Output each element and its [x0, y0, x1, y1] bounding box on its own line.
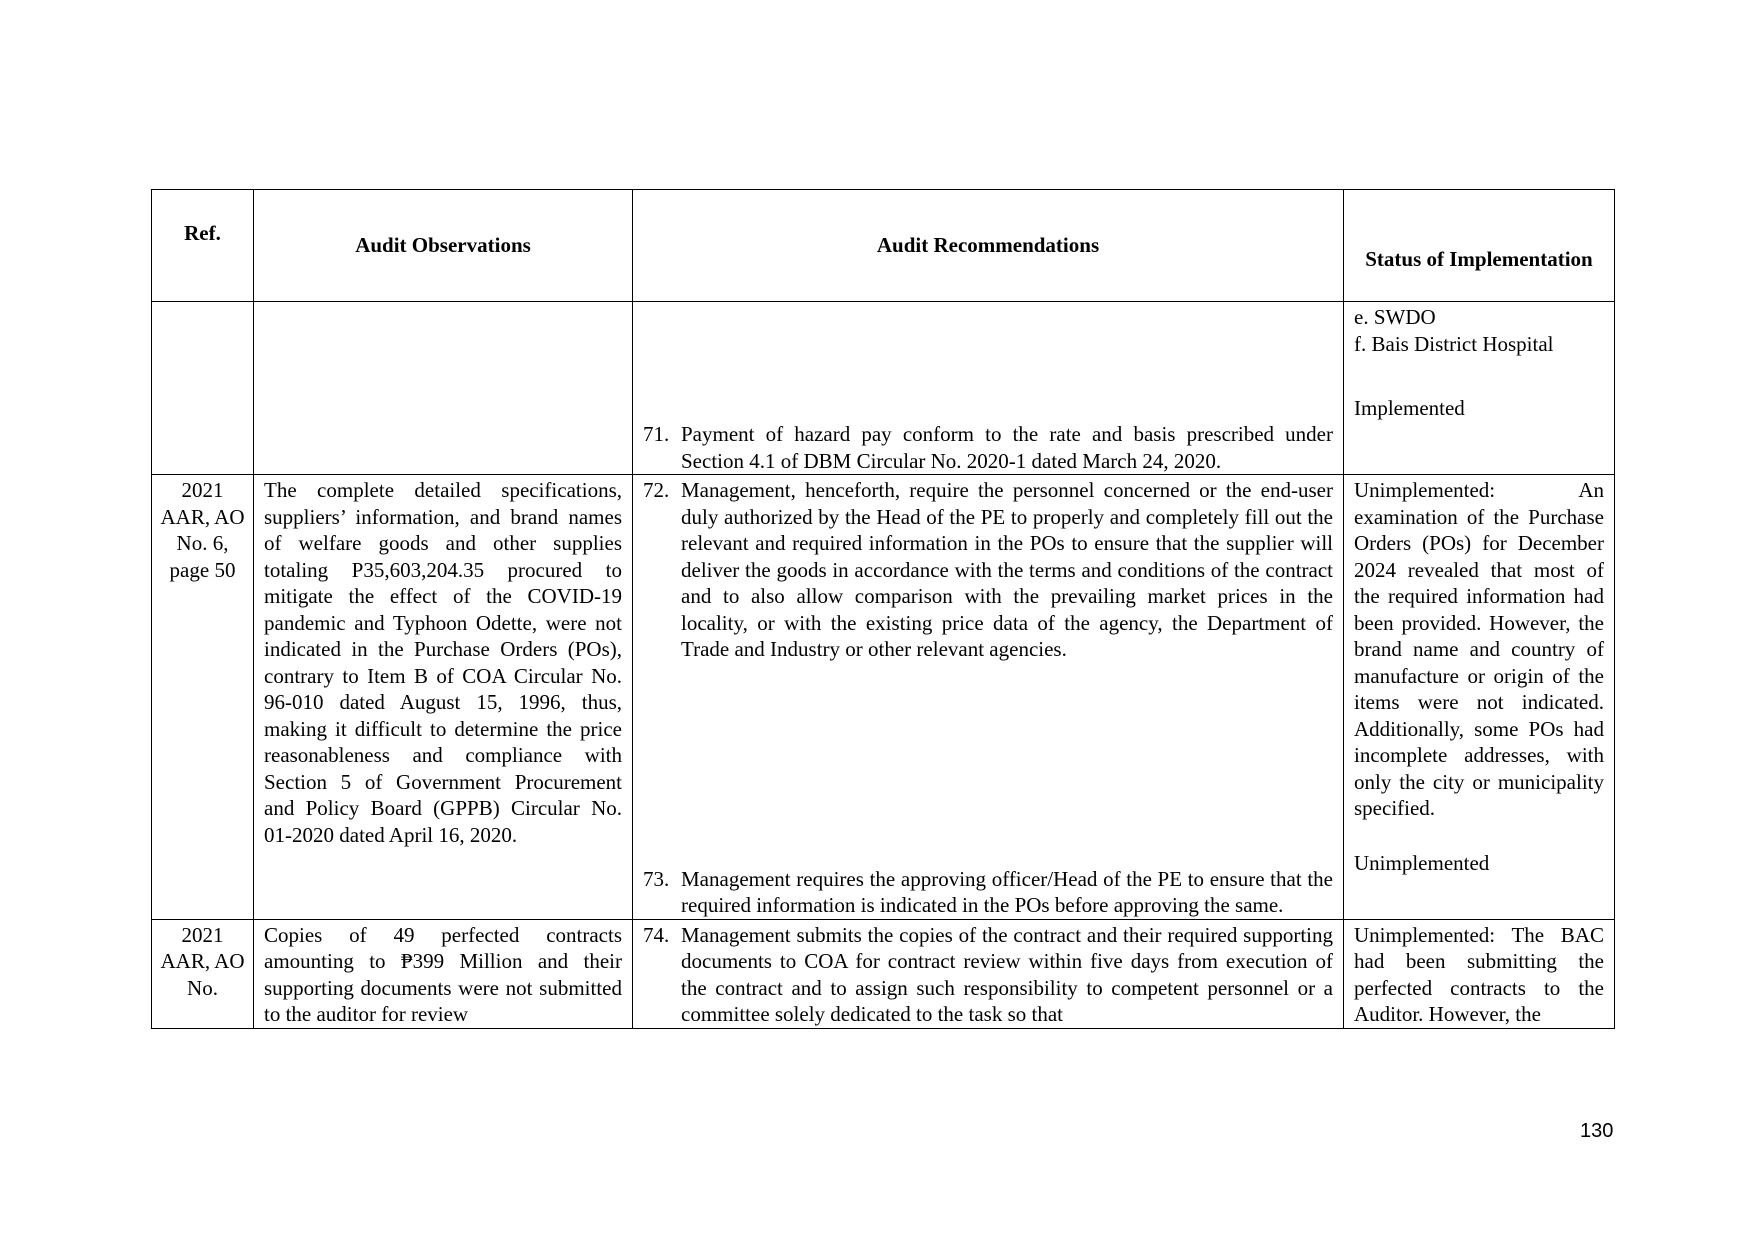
status-line-swdo: e. SWDO — [1354, 305, 1436, 329]
table-row — [152, 475, 1615, 920]
table-header-row — [152, 190, 1615, 302]
recommendation-cell — [633, 302, 1344, 475]
status-74: Unimplemented: The BAC had been submitting the perfected contracts to the Auditor. However, the — [1354, 922, 1604, 1026]
recommendation-cell — [633, 475, 1344, 920]
recommendation-cell — [633, 919, 1344, 1028]
recommendation-71: 71. Payment of hazard pay conform to the rate and basis prescribed under Section 4.1 of DBM Circular No. 2020-1 dated March 24, 2020. — [643, 422, 1333, 473]
status-line-bais-hospital: f. Bais District Hospital — [1354, 331, 1554, 356]
header-audit-observations: Audit Observations — [254, 190, 633, 302]
observation-cell — [254, 302, 633, 475]
ref-cell: 2021 AAR, AO No. — [152, 919, 254, 1028]
status-73: Unimplemented — [1354, 851, 1490, 875]
observation-cell: The complete detailed specifications, suppliers’ information, and brand names of welfare goods and other supplies totaling P35,603,204.35 procured to mitigate the effect of the COVID-19 pandemic and Typhoon Odette, were not indicated in the Purchase Orders (POs), contrary to Item B of COA Circular No. 96-010 dated August 15, 1996, thus, making it difficult to determine the price reasonableness and compliance with Section 5 of Government Procurement and Policy Board (GPPB) Circular No. 01-2020 dated April 16, 2020. — [254, 475, 633, 920]
header-ref: Ref. — [152, 190, 254, 302]
ref-cell: 2021 AAR, AO No. 6, page 50 — [152, 475, 254, 920]
header-status-of-implementation: Status of Implementation — [1344, 190, 1615, 302]
status-cell — [1344, 302, 1615, 475]
header-audit-recommendations: Audit Recommendations — [633, 190, 1344, 302]
status-72: Unimplemented: An examination of the Purchase Orders (POs) for December 2024 revealed that most of the required information had been provided. However, the brand name and country of manufacture or origin of the items were not indicated. Additionally, some POs had incomplete addresses, with only the city or municipality specified. — [1354, 478, 1604, 820]
page-number: 130 — [1580, 1120, 1614, 1142]
audit-status-table — [151, 189, 1615, 1029]
recommendation-72: 72. Management, henceforth, require the personnel concerned or the end-user duly authorized by the Head of the PE to properly and completely fill out the relevant and required information in the POs to ensure that the supplier will deliver the goods in accordance with the terms and conditions of the contract and to also allow comparison with the prevailing market prices in the locality, or with the existing price data of the agency, the Department of Trade and Industry or other relevant agencies. — [643, 478, 1333, 661]
recommendation-74: 74. Management submits the copies of the contract and their required supporting documents to COA for contract review within five days from execution of the contract and to assign such responsibility to competent personnel or a committee solely dedicated to the task so that — [643, 922, 1333, 1026]
status-71: Implemented — [1354, 396, 1465, 420]
table-row — [152, 919, 1615, 1028]
status-cell — [1344, 475, 1615, 920]
ref-cell — [152, 302, 254, 475]
observation-cell: Copies of 49 perfected contracts amounting to ₱399 Million and their supporting documents were not submitted to the auditor for review — [254, 919, 633, 1028]
status-cell — [1344, 919, 1615, 1028]
recommendation-73: 73. Management requires the approving officer/Head of the PE to ensure that the required information is indicated in the POs before approving the same. — [643, 866, 1333, 917]
table-row — [152, 302, 1615, 475]
